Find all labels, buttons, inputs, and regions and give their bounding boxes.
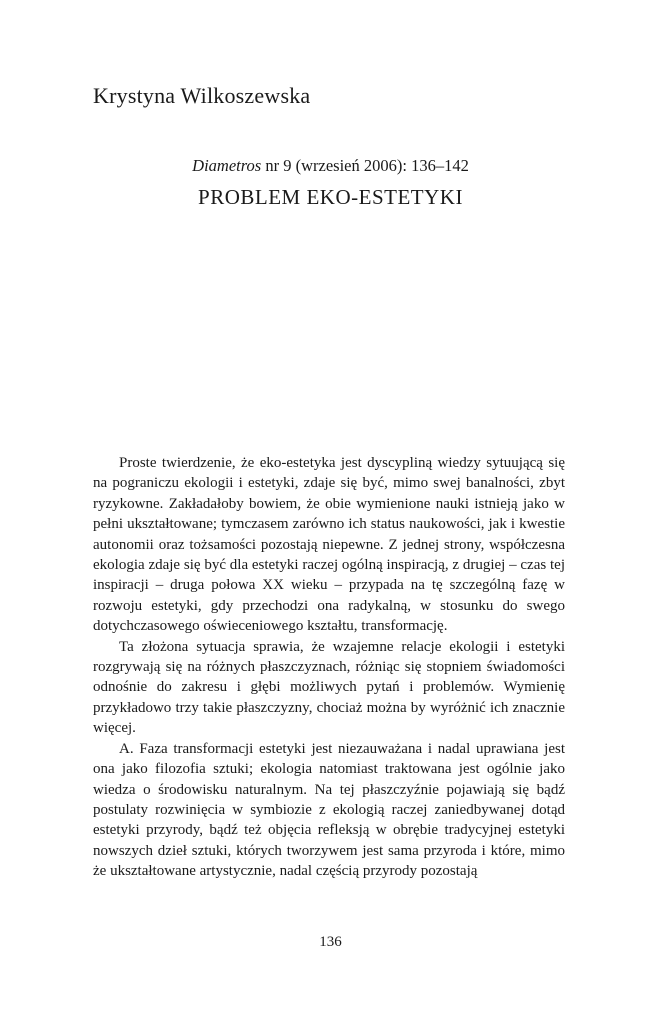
paragraph: Ta złożona sytuacja sprawia, że wzajemne relacje ekologii i estetyki rozgrywają się na różnych płaszczyznach, różniąc się stopniem świadomości odnośnie do zakresu i głębi możliwych pytań i problemów. Wymienię przykładowo trzy takie płaszczyzny, chociaż można by wyróżnić ich znacznie więcej. [93, 638, 565, 737]
page-number: 136 [319, 934, 342, 950]
paragraph: Proste twierdzenie, że eko-estetyka jest dyscypliną wiedzy sytuującą się na pograniczu ekologii i estetyki, zdaje się być, mimo swej banalności, zbyt ryzykowne. Zakładałoby bowiem, że obie wymienione nauki istnieją jako w pełni ukształtowane; tymczasem zarówno ich status naukowości, jak i kwestie autonomii oraz tożsamości pozostają niepewne. Z jednej strony, współczesna ekologia zdaje się być dla estetyki raczej ogólną inspiracją, z drugiej – czas tej inspiracji – druga połowa XX wieku – przypada na tę szczególną fazę w rozwoju estetyki, gdy przechodzi ona radykalną, w stosunku do swego dotychczasowego oświeceniowego kształtu, transformację. [93, 455, 565, 635]
journal-name: Diametros [192, 156, 262, 175]
article-title: PROBLEM EKO-ESTETYKI [198, 185, 463, 209]
citation-line [0, 155, 661, 177]
paragraph: A. Faza transformacji estetyki jest niezauważana i nadal uprawiana jest ona jako filozofia sztuki; ekologia natomiast traktowana jest ogólnie jako wiedza o środowisku naturalnym. Na tej płaszczyźnie pojawiają się bądź postulaty rozwinięcia w symbiozie z ekologią raczej zaniedbywanej dotąd estetyki przyrody, bądź też objęcia refleksją w obrębie tradycyjnej estetyki nowszych dzieł sztuki, których tworzywem jest sama przyroda i które, mimo że ukształtowane artystycznie, nadal częścią przyrody pozostają [93, 740, 565, 880]
author-name: Krystyna Wilkoszewska [93, 83, 311, 108]
issue-details: nr 9 (wrzesień 2006): 136–142 [261, 156, 469, 175]
article-body [93, 453, 565, 882]
